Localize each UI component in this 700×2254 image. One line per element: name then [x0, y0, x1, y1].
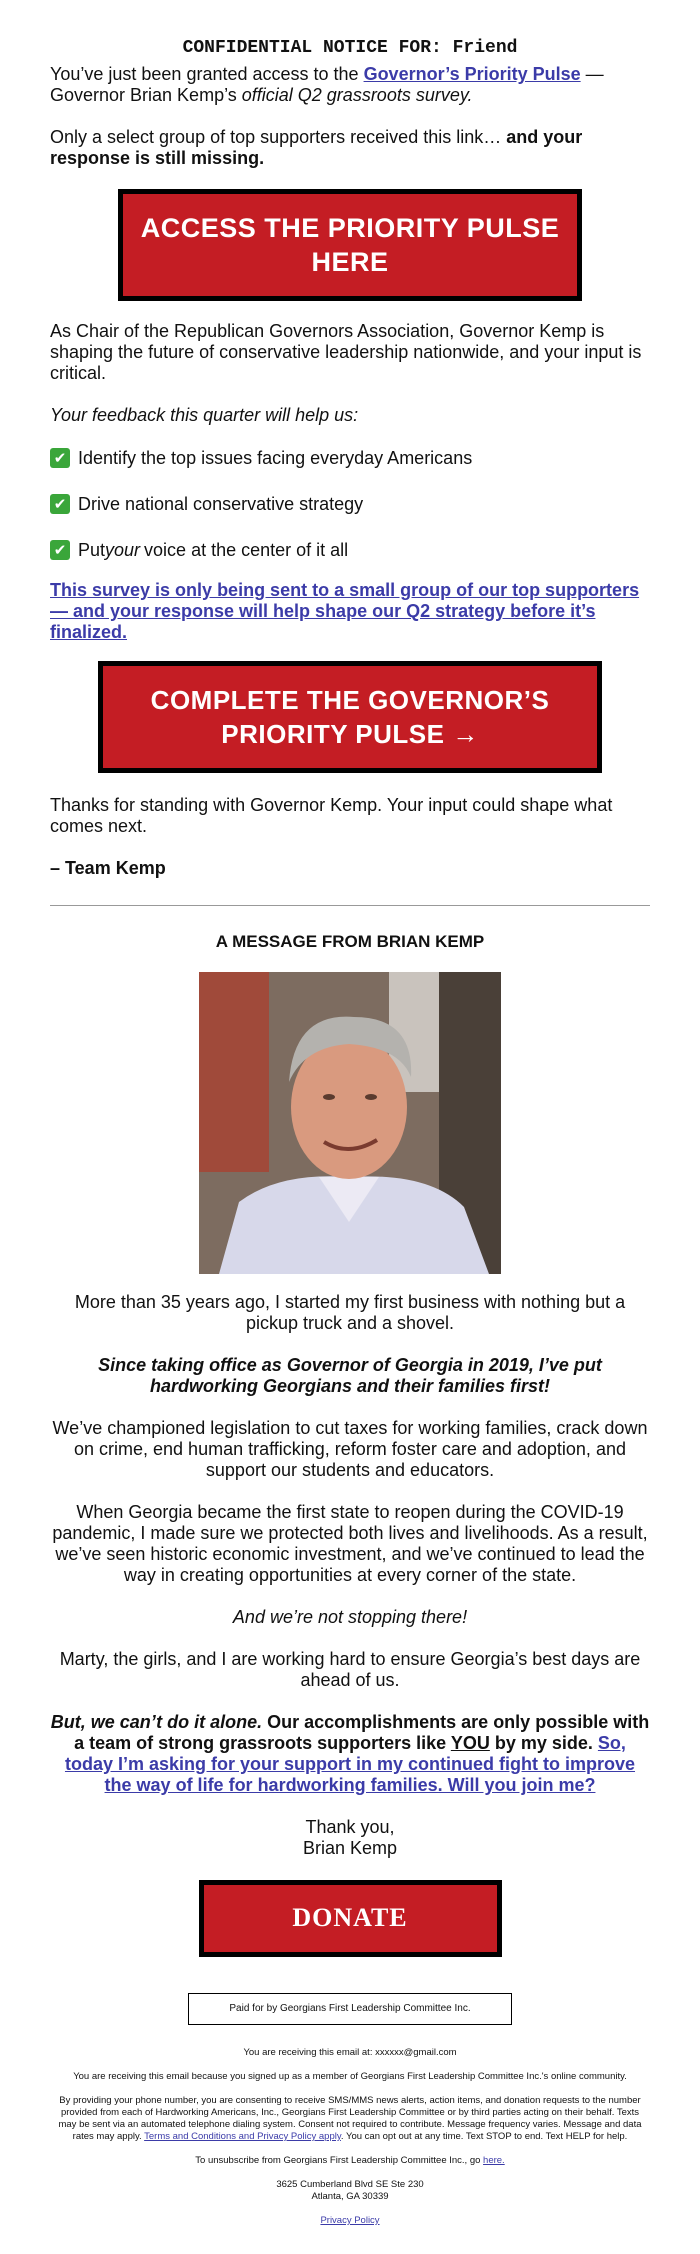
donate-button[interactable]: DONATE	[199, 1880, 502, 1957]
message-paragraph-7	[50, 1712, 650, 1796]
survey-paragraph	[50, 580, 650, 643]
checkmark-icon: ✔	[50, 540, 70, 560]
brian-kemp-photo	[199, 972, 501, 1274]
message-paragraph-1: More than 35 years ago, I started my first business with nothing but a pickup truck and a shovel.	[74, 1292, 626, 1333]
accomplishments-text: Our accomplishments are only possible with a team of strong grassroots supporters like	[74, 1712, 650, 1753]
checklist-text-voice-a: Put	[78, 539, 106, 560]
sms-consent-text: By providing your phone number, you are consenting to receive SMS/MMS news alerts, action items, and donation requests to the number provided from each of Hardworking Americans, Inc., Georgians First Leadership Committee or by third parties acting on their behalf. Texts may be sent via an automated telephone dialing system. Consent not required to contribute. Message frequency varies. Message and data rates may apply.	[58, 2095, 642, 2142]
by-my-side-text: by my side.	[489, 1733, 598, 1753]
survey-link[interactable]: This survey is only being sent to a small group of our top supporters — and your response will help shape our Q2 strategy before it’s finalized.	[50, 580, 640, 642]
message-paragraph-6: Marty, the girls, and I are working hard to ensure Georgia’s best days are ahead of us.	[59, 1649, 641, 1690]
select-group-paragraph	[50, 127, 650, 169]
sms-consent	[50, 2095, 650, 2143]
unsubscribe-line	[50, 2155, 650, 2167]
unsubscribe-text: To unsubscribe from Georgians First Leadership Committee Inc., go	[195, 2155, 484, 2166]
thanks-paragraph: Thanks for standing with Governor Kemp. Your input could shape what comes next.	[50, 795, 613, 836]
access-priority-pulse-button[interactable]: ACCESS THE PRIORITY PULSE HERE	[118, 189, 582, 301]
intro-emphasis: official Q2 grassroots survey.	[241, 85, 473, 105]
closing: Thank you,	[305, 1817, 395, 1837]
checkmark-icon: ✔	[50, 494, 70, 514]
confidential-notice: CONFIDENTIAL NOTICE FOR: Friend	[182, 38, 518, 58]
sms-consent-text-2: . You can opt out at any time. Text STOP to end. Text HELP for help.	[340, 2131, 628, 2142]
receiving-email: You are receiving this email at: xxxxxx@gmail.com	[243, 2047, 457, 2058]
message-paragraph-3: We’ve championed legislation to cut taxes for working families, crack down on crime, end human trafficking, reform foster care and adoption, and support our students and educators.	[52, 1418, 648, 1480]
response-missing-text: and your response is still missing.	[50, 127, 583, 168]
message-paragraph-5: And we’re not stopping there!	[232, 1607, 468, 1627]
signature-name: Brian Kemp	[302, 1838, 398, 1858]
team-kemp-signoff: – Team Kemp	[50, 858, 166, 878]
feedback-intro-text: Your feedback this quarter will help us:	[50, 405, 359, 425]
checklist-item-voice	[50, 538, 650, 562]
checklist-text-issues: Identify the top issues facing everyday Americans	[78, 447, 473, 468]
receiving-reason: You are receiving this email because you signed up as a member of Georgians First Leadership Committee Inc.'s online community.	[73, 2071, 627, 2082]
priority-pulse-link[interactable]: Governor’s Priority Pulse	[363, 64, 581, 84]
message-paragraph-4: When Georgia became the first state to reopen during the COVID-19 pandemic, I made sure we protected both lives and livelihoods. As a result, we’ve seen historic economic investment, and we’ve continued to lead the way in creating opportunities at every corner of the state.	[52, 1502, 648, 1585]
you-emphasis: YOU	[450, 1733, 490, 1753]
select-group-text: Only a select group of top supporters received this link…	[50, 127, 507, 147]
address-line-2: Atlanta, GA 30339	[311, 2191, 389, 2202]
terms-privacy-link[interactable]: Terms and Conditions and Privacy Policy apply	[144, 2131, 341, 2142]
privacy-policy-line	[50, 2215, 650, 2227]
chair-paragraph: As Chair of the Republican Governors Association, Governor Kemp is shaping the future of conservative leadership nationwide, and your input is critical.	[50, 321, 642, 383]
feedback-intro	[50, 405, 650, 426]
message-paragraph-2: Since taking office as Governor of Georgia in 2019, I’ve put hardworking Georgians and their families first!	[98, 1355, 602, 1396]
portrait-image	[199, 972, 501, 1274]
intro-paragraph	[50, 64, 650, 106]
support-link[interactable]: So, today I’m asking for your support in my continued fight to improve the way of life for hardworking families. Will you join me?	[64, 1733, 636, 1795]
address-line-1: 3625 Cumberland Blvd SE Ste 230	[276, 2179, 424, 2190]
checkmark-icon: ✔	[50, 448, 70, 468]
cant-do-it-alone: But, we can’t do it alone.	[50, 1712, 263, 1732]
checklist-text-voice-em: your	[105, 539, 141, 560]
checklist-text-strategy: Drive national conservative strategy	[78, 493, 364, 514]
message-heading: A MESSAGE FROM BRIAN KEMP	[215, 932, 485, 951]
intro-text: You’ve just been granted access to the	[50, 64, 364, 84]
paid-for-box: Paid for by Georgians First Leadership Committee Inc.	[188, 1993, 512, 2025]
checklist-text-voice-b: voice at the center of it all	[144, 539, 349, 560]
complete-priority-pulse-button[interactable]: COMPLETE THE GOVERNOR’S PRIORITY PULSE →	[98, 661, 602, 773]
checklist-item-strategy	[50, 492, 650, 516]
unsubscribe-link[interactable]: here.	[483, 2155, 505, 2166]
privacy-policy-link[interactable]: Privacy Policy	[320, 2215, 380, 2226]
checklist-item-issues	[50, 446, 650, 470]
intro-text-2: — Governor Brian Kemp’s	[50, 64, 604, 105]
